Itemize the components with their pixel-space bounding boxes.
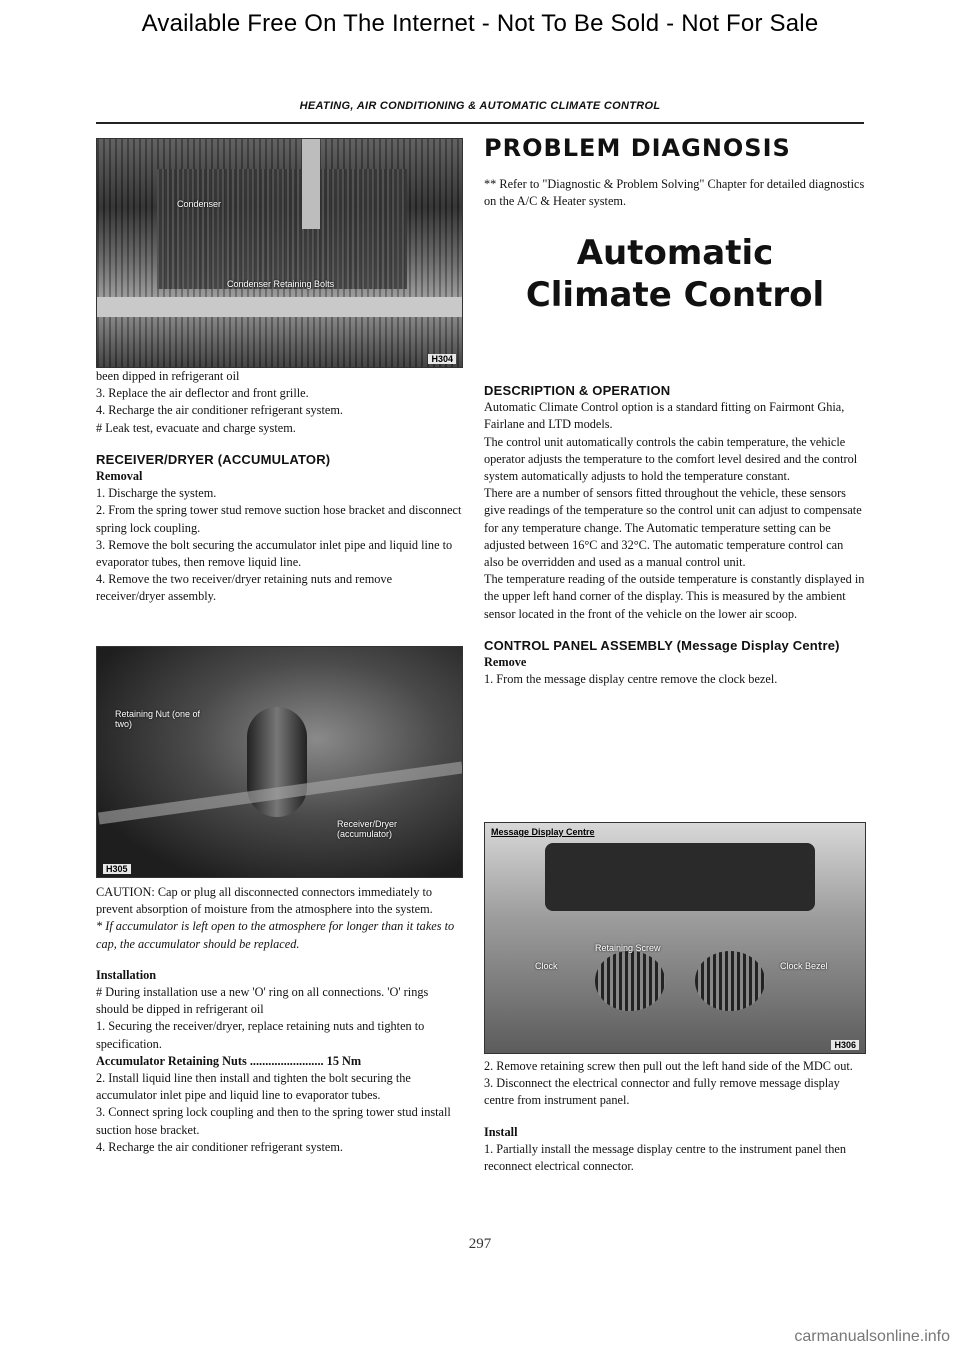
text-line: 2. Install liquid line then install and tighten the bolt securing the accumulator inlet pipe and liquid line to evaporator tubes.: [96, 1071, 411, 1103]
photo-code: H304: [428, 354, 456, 364]
installation-heading: Installation: [96, 967, 157, 982]
text-line: 1. Partially install the message display centre to the instrument panel then reconnect electrical connector.: [484, 1141, 846, 1174]
paragraph: Automatic Climate Control option is a standard fitting on Fairmont Ghia, Fairlane and LTD models.: [484, 400, 845, 432]
big-title-line: Climate Control: [525, 275, 825, 315]
bumper: [97, 297, 463, 317]
text-line: 4. Recharge the air conditioner refrigerant system.: [96, 403, 343, 418]
receiver-heading: RECEIVER/DRYER (ACCUMULATOR): [96, 451, 331, 467]
text-line: 3. Disconnect the electrical connector and fully remove message display centre from instrument panel.: [484, 1076, 840, 1108]
big-title-line: Automatic: [576, 233, 774, 273]
automatic-climate-control-title: [484, 232, 866, 316]
page-number: 297: [468, 1236, 492, 1252]
left-bottom-text: [96, 884, 463, 1156]
text-line: 3. Connect spring lock coupling and then to the spring tower stud install suction hose bracket.: [96, 1105, 451, 1137]
text-line: 3. Replace the air deflector and front grille.: [96, 386, 309, 401]
text-line: 2. From the spring tower stud remove suction hose bracket and disconnect spring lock coupling.: [96, 503, 462, 535]
right-vent: [695, 951, 765, 1011]
banner: Available Free On The Internet - Not To Be Sold - Not For Sale: [141, 10, 819, 37]
photo-code: H305: [103, 864, 131, 874]
caption-clock: Clock: [535, 961, 558, 971]
control-panel-heading: CONTROL PANEL ASSEMBLY (Message Display Centre): [484, 637, 840, 653]
receiver-dryer-photo: [96, 646, 463, 878]
paragraph: The control unit automatically controls the cabin temperature, the vehicle operator adjusts the temperature to the comfort level desired and the control system automatically adjusts to hold the temperature constant.: [484, 434, 858, 484]
text-line: been dipped in refrigerant oil: [96, 369, 240, 383]
left-top-text: [96, 368, 463, 606]
text-line: 1. From the message display centre remove the clock bezel.: [484, 672, 778, 687]
condenser-core: [157, 169, 407, 289]
text-line: 1. Discharge the system.: [96, 486, 217, 501]
header-rule: [96, 122, 864, 124]
caption-bezel: Clock Bezel: [780, 961, 828, 971]
left-vent: [595, 951, 665, 1011]
caption-retaining-nut: Retaining Nut (one of two): [115, 709, 201, 729]
caption-mdc: Message Display Centre: [491, 827, 595, 837]
running-head: HEATING, AIR CONDITIONING & AUTOMATIC CLIMATE CONTROL: [299, 100, 661, 112]
remove-subheading: Remove: [484, 655, 527, 670]
text-line: 2. Remove retaining screw then pull out the left hand side of the MDC out.: [484, 1059, 853, 1073]
caption-bolts: Condenser Retaining Bolts: [227, 279, 335, 289]
message-display-centre-photo: [484, 822, 866, 1054]
text-line: 1. Securing the receiver/dryer, replace retaining nuts and tighten to specification.: [96, 1019, 425, 1051]
watermark: carmanualsonline.info: [794, 1328, 950, 1345]
text-line: 4. Recharge the air conditioner refrigerant system.: [96, 1139, 343, 1154]
caption-condenser: Condenser: [177, 199, 222, 209]
torque-spec: Accumulator Retaining Nuts ........................ 15 Nm: [96, 1053, 362, 1068]
text-line: # During installation use a new 'O' ring on all connections. 'O' rings should be dipped in refrigerant oil: [96, 985, 429, 1017]
paragraph: There are a number of sensors fitted throughout the vehicle, these sensors give readings of the temperature so the control unit can adjust to compensate for any temperature change. The Automatic temperature setting can be adjusted between 16°C and 32°C. The automatic temperature control can also be overridden and used as a manual control unit.: [484, 486, 862, 570]
refer-note: ** Refer to "Diagnostic & Problem Solving" Chapter for detailed diagnostics on the A/C & Heater system.: [484, 177, 865, 209]
right-bottom-text: [484, 1058, 866, 1175]
install-heading: Install: [484, 1124, 518, 1139]
caption-screw: Retaining Screw: [595, 943, 661, 953]
description-text: [484, 382, 866, 688]
text-line: 3. Remove the bolt securing the accumulator inlet pipe and liquid line to evaporator tubes, then remove liquid line.: [96, 537, 453, 570]
condenser-photo: [96, 138, 463, 368]
text-line: 4. Remove the two receiver/dryer retaining nuts and remove receiver/dryer assembly.: [96, 572, 393, 604]
caution-text: CAUTION: Cap or plug all disconnected connectors immediately to prevent absorption of moisture from the atmosphere into the system.: [96, 885, 433, 917]
problem-diagnosis-title: PROBLEM DIAGNOSIS: [484, 134, 791, 162]
hood-prop: [302, 139, 320, 229]
paragraph: The temperature reading of the outside temperature is constantly displayed in the upper left hand corner of the display. This is measured by the ambient sensor located in the front of the vehicle on the lower air scoop.: [484, 572, 865, 621]
removal-subheading: Removal: [96, 469, 143, 484]
display-panel: [545, 843, 815, 911]
text-line: # Leak test, evacuate and charge system.: [96, 420, 296, 435]
caption-receiver-dryer: Receiver/Dryer (accumulator): [337, 819, 398, 839]
photo-code: H306: [831, 1040, 859, 1050]
caution-note: * If accumulator is left open to the atmosphere for longer than it takes to cap, the accumulator should be replaced.: [96, 919, 455, 951]
description-heading: DESCRIPTION & OPERATION: [484, 383, 671, 398]
